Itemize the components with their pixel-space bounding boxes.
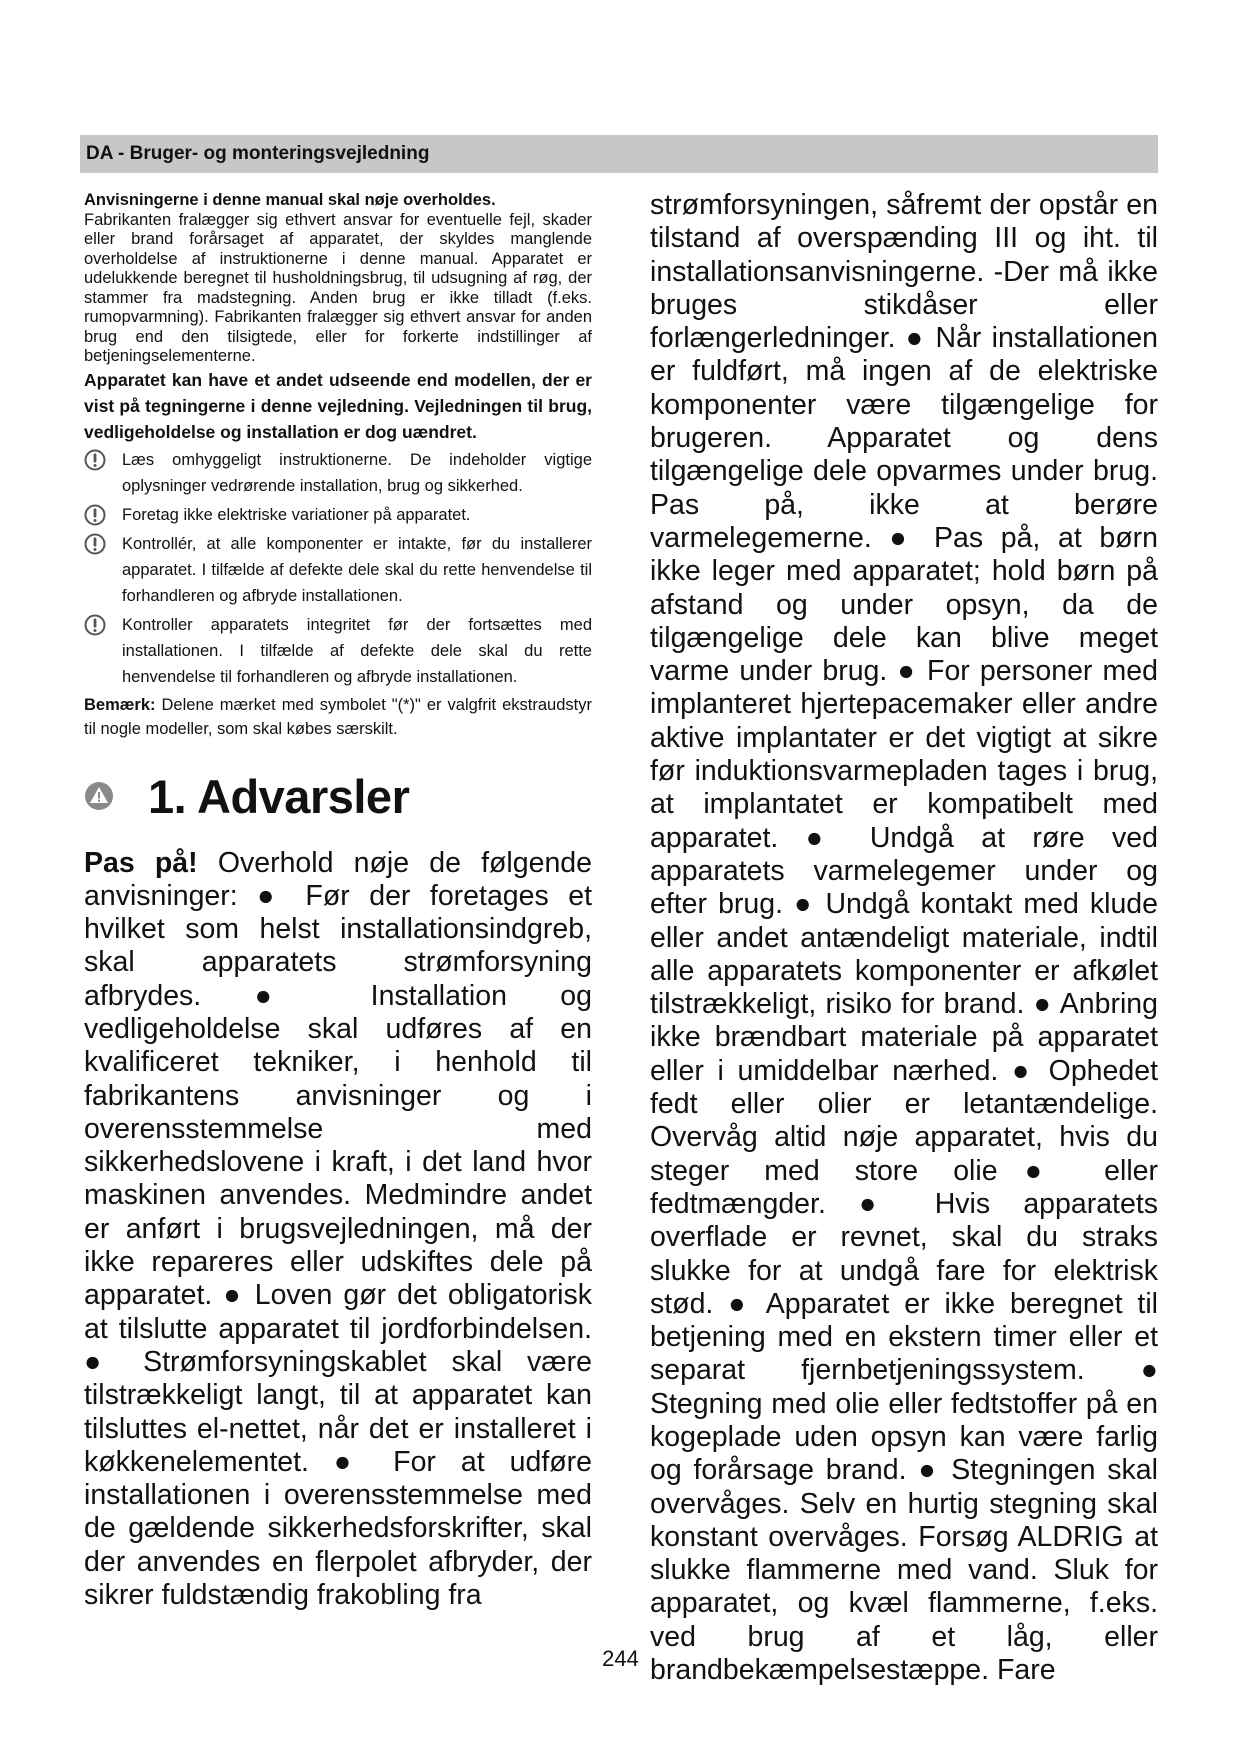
page-number: 244 <box>602 1646 639 1671</box>
attention-icon <box>84 504 106 526</box>
note-text: Delene mærket med symbolet "(*)" er valgfrit ekstraudstyr til nogle modeller, som skal købes særskilt. <box>84 695 592 738</box>
left-body-text: Overhold nøje de følgende anvisninger: ● Før der foretages et hvilket som helst installationsindgreb, skal apparatets strømforsyning afbrydes. ● Installation og vedligeholdelse skal udføres af en kvalificeret tekniker, i henhold til fabrikantens anvisninger og i overensstemmelse med sikkerhedslovene i kraft, i det land hvor maskinen anvendes. Medmindre andet er anført i brugsvejledningen, må der ikke repareres eller udskiftes dele på apparatet. ● Loven gør det obligatorisk at tilslutte apparatet til jordforbindelsen. ● Strømforsyningskablet skal være tilstrækkeligt langt, til at apparatet kan tilsluttes el-nettet, når det er installeret i køkkenelementet. ● For at udføre installationen i overensstemmelse med de gældende sikkerhedsforskrifter, skal der anvendes en flerpolet afbryder, der sikrer fuldstændig frakobling fra <box>84 846 593 1612</box>
caution-item <box>84 612 592 690</box>
caution-list <box>84 447 592 690</box>
intro-bold-paragraph: Apparatet kan have et andet udseende end modellen, der er vist på tegningerne i denne vejledning. Vejledningen til brug, vedligeholdelse og installation er dog uændret. <box>84 369 592 442</box>
caution-item <box>84 447 592 499</box>
note-label: Bemærk: <box>84 695 156 714</box>
intro-bold-lead: Anvisningerne i denne manual skal nøje overholdes. <box>84 191 496 209</box>
left-column <box>84 191 592 1612</box>
caution-text: Foretag ikke elektriske variationer på apparatet. <box>122 505 471 524</box>
section-heading <box>84 769 592 829</box>
intro-paragraph: Fabrikanten fralægger sig ethvert ansvar for eventuelle fejl, skader eller brand forårsaget af apparatet, der skyldes manglende overholdelse af instruktionerne i denne manual. Apparatet er udelukkende beregnet til husholdningsbrug, til udsugning af røg, der stammer fra madstegning. Anden brug er ikke tilladt (f.eks. rumopvarmning). Fabrikanten fralægger sig ethvert ansvar for anden brug end den tilsigtede, eller for forkerte indstillinger af betjeningselementerne. <box>84 210 592 365</box>
section-header-bar <box>80 135 1158 173</box>
right-column <box>650 189 1158 1687</box>
warning-icon <box>84 781 114 811</box>
caution-text: Kontrollér, at alle komponenter er intakte, før du installerer apparatet. I tilfælde af defekte dele skal du rette henvendelse til forhandleren og afbryde installationen. <box>122 534 592 605</box>
attention-icon <box>84 533 106 555</box>
attention-icon <box>84 614 106 636</box>
header-title: DA - Bruger- og monteringsvejledning <box>86 143 430 164</box>
lead-bold: Pas på! <box>84 846 198 879</box>
attention-icon <box>84 449 106 471</box>
intro-block <box>84 191 592 445</box>
caution-item <box>84 531 592 609</box>
note-paragraph <box>84 693 592 741</box>
section-title: 1. Advarsler <box>148 769 410 823</box>
caution-item <box>84 502 592 528</box>
caution-text: Læs omhyggeligt instruktionerne. De indeholder vigtige oplysninger vedrørende installation, brug og sikkerhed. <box>122 450 592 495</box>
warnings-left-text <box>84 847 592 1613</box>
warnings-right-text: strømforsyningen, såfremt der opstår en tilstand af overspænding III og iht. til installationsanvisningerne. -Der må ikke bruges stikdåser eller forlængerledninger. ● Når installationen er fuldført, må ingen af de elektriske komponenter være tilgængelige for brugeren. Apparatet og dens tilgængelige dele opvarmes under brug. Pas på, ikke at berøre varmelegemerne. ● Pas på, at børn ikke leger med apparatet; hold børn på afstand og under opsyn, da de tilgængelige dele kan blive meget varme under brug. ● For personer med implanteret hjertepacemaker eller andre aktive implantater er det vigtigt at sikre før induktionsvarmepladen tages i brug, at implantatet er kompatibelt med apparatet. ● Undgå at røre ved apparatets varmelegemer under og efter brug. ● Undgå kontakt med klude eller andet antændeligt materiale, indtil alle apparatets komponenter er afkølet tilstrækkeligt, risiko for brand. ● Anbring ikke brændbart materiale på apparatet eller i umiddelbar nærhed. ● Ophedet fedt eller olier er letantændelige. Overvåg altid nøje apparatet, hvis du steger med store olie● eller fedtmængder. ● Hvis apparatets overflade er revnet, skal du straks slukke for at undgå fare for elektrisk stød. ● Apparatet er ikke beregnet til betjening med en ekstern timer eller et separat fjernbetjeningssystem. ● Stegning med olie eller fedtstoffer på en kogeplade uden opsyn kan være farlig og forårsage brand. ● Stegningen skal overvåges. Selv en hurtig stegning skal konstant overvåges. Forsøg ALDRIG at slukke flammerne med vand. Sluk for apparatet, og kvæl flammerne, f.eks. ved brug af et låg, eller brandbekæmpelsestæppe. Fare <box>650 189 1158 1687</box>
caution-text: Kontroller apparatets integritet før der fortsættes med installationen. I tilfælde af defekte dele skal du rette henvendelse til forhandleren og afbryde installationen. <box>122 615 592 686</box>
